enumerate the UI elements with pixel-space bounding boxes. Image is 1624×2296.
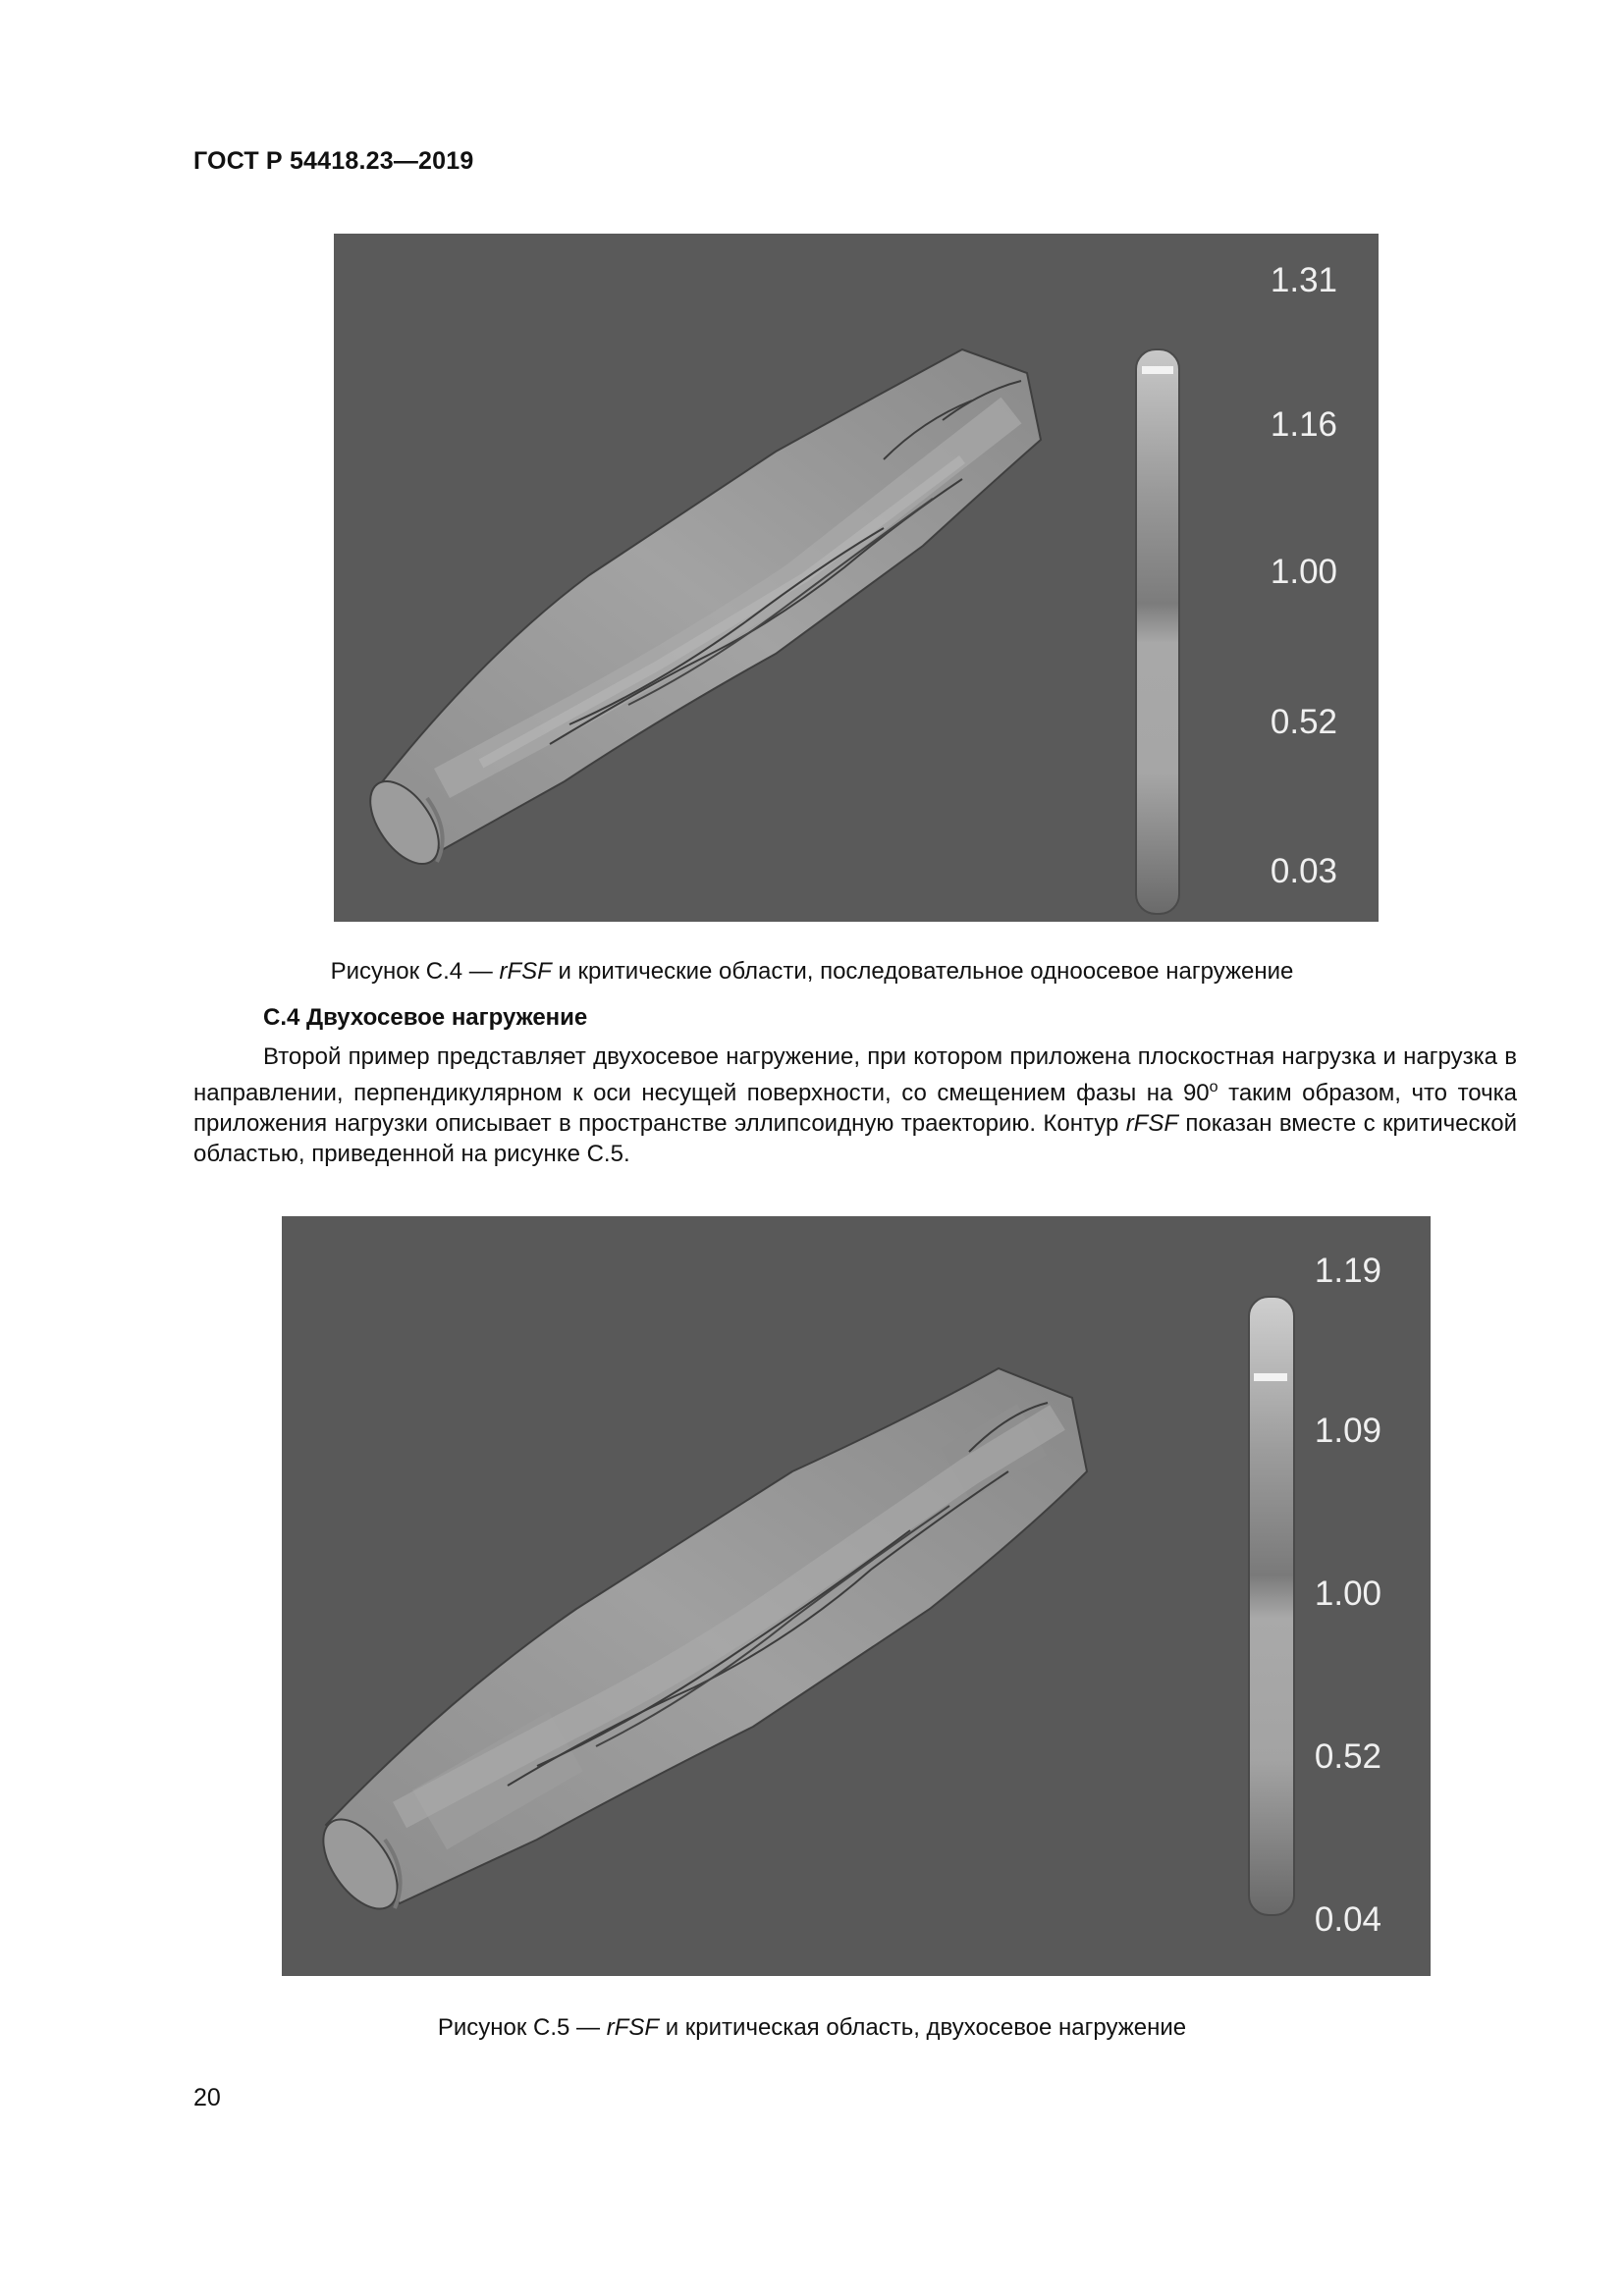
scale-label-min: 0.03 <box>1270 852 1337 890</box>
paragraph-part-2: таким образом, что точка приложения нагрузки описывает в пространстве эллипсоидную траекторию. Контур <box>193 1080 1518 1137</box>
caption-term: rFSF <box>499 958 552 985</box>
scale-label-high: 1.09 <box>1314 1412 1381 1450</box>
scale-label-high: 1.16 <box>1270 405 1337 444</box>
paragraph-term: rFSF <box>1125 1110 1179 1137</box>
figure-c5-image <box>282 1216 1431 1976</box>
caption-prefix: Рисунок С.5 — <box>437 2014 601 2041</box>
caption-text: и критическая область, двухосевое нагружение <box>665 2014 1187 2041</box>
scale-label-low: 0.52 <box>1314 1737 1381 1776</box>
figure-c4-image <box>334 234 1379 922</box>
figure-c4-caption <box>0 958 1624 986</box>
scale-label-mid: 1.00 <box>1270 553 1337 591</box>
section-heading: С.4 Двухосевое нагружение <box>263 1004 588 1031</box>
figure-c5-caption <box>0 2014 1624 2042</box>
scale-label-min: 0.04 <box>1314 1900 1381 1939</box>
degree-superscript: о <box>1209 1079 1218 1095</box>
caption-text: и критические области, последовательное одноосевое нагружение <box>558 958 1294 985</box>
page-number: 20 <box>193 2084 221 2111</box>
section-paragraph <box>193 1041 1517 1169</box>
paragraph-part-3: показан вместе с критической областью, приведенной на рисунке С.5. <box>193 1110 1517 1167</box>
scale-label-low: 0.52 <box>1270 703 1337 741</box>
scale-label-max: 1.19 <box>1314 1252 1381 1290</box>
caption-prefix: Рисунок С.4 — <box>330 958 493 985</box>
paragraph-part-1: Второй пример представляет двухосевое нагружение, при котором приложена плоскостная нагрузка и нагрузка в направлении, перпендикулярном к оси несущей поверхности, со смещением фазы на 90 <box>193 1043 1517 1106</box>
figure-c5-blade-render <box>282 1216 1431 1976</box>
scale-label-mid: 1.00 <box>1314 1575 1381 1613</box>
scale-label-max: 1.31 <box>1270 261 1337 299</box>
caption-term: rFSF <box>606 2014 660 2041</box>
figure-c4-blade-render <box>334 234 1379 922</box>
document-standard-header: ГОСТ Р 54418.23—2019 <box>193 147 474 175</box>
